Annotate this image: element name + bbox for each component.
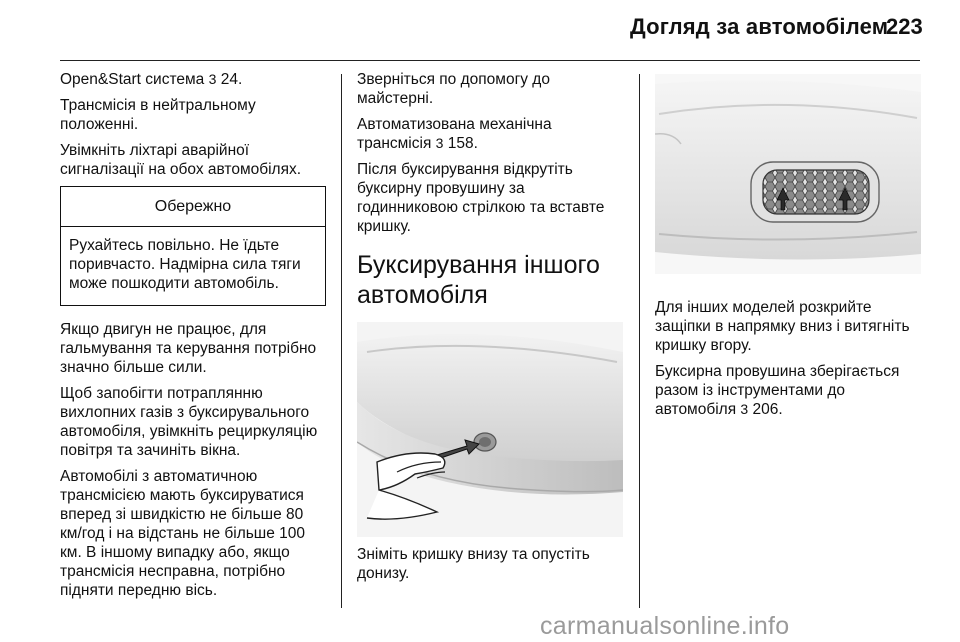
page-number: 223 [886, 14, 923, 39]
column-divider-1 [341, 74, 342, 608]
paragraph: Автомобілі з автоматичною трансмісією мають буксируватися вперед зі швидкістю не більше 80 км/год і на відстань не більше 100 км. В іншому випадку або, якщо трансмісія несправна, потрібно підняти передню вісь. [60, 468, 306, 599]
section-heading: Буксирування іншого автомобіля [357, 251, 600, 309]
column-3 [655, 70, 921, 426]
watermark: carmanualsonline.info [540, 612, 790, 640]
tow-cover-illustration [357, 322, 623, 537]
paragraph: Зверніться по допомогу до майстерні. [357, 71, 550, 107]
page-ref-icon: 3 [740, 401, 749, 417]
header-divider [60, 60, 920, 61]
paragraph: Буксирна провушина зберігається разом із інструментами до автомобіля 3 206. [655, 363, 900, 418]
paragraph: Якщо двигун не працює, для гальмування та керування потрібно значно більше сили. [60, 321, 317, 376]
paragraph: Трансмісія в нейтральному положенні. [60, 97, 256, 133]
column-divider-2 [639, 74, 640, 608]
paragraph: Для інших моделей розкрийте защіпки в напрямку вниз і витягніть кришку вгору. [655, 299, 910, 354]
paragraph: Open&Start система 3 24. [60, 71, 243, 88]
figure-caption: Зніміть кришку внизу та опустіть донизу. [357, 546, 590, 582]
paragraph: Увімкніть ліхтарі аварійної сигналізації на обох автомобілях. [60, 142, 302, 178]
warning-text: Рухайтесь повільно. Не їдьте поривчасто. Надмірна сила тяги може пошкодити автомобіль. [69, 237, 301, 292]
tow-cover-clips-illustration [655, 74, 921, 274]
page-ref-icon: 3 [208, 71, 217, 87]
page-ref-icon: 3 [435, 135, 444, 151]
column-2 [357, 70, 625, 590]
paragraph: Автоматизована механічна трансмісія 3 158. [357, 116, 552, 152]
paragraph: Після буксирування відкрутіть буксирну провушину за годинниковою стрілкою та вставте кришку. [357, 161, 605, 235]
page-title: Догляд за автомобілем [630, 14, 889, 39]
paragraph: Щоб запобігти потраплянню вихлопних газів з буксирувального автомобіля, увімкніть рециркуляцію повітря та зачиніть вікна. [60, 385, 318, 459]
warning-box [60, 186, 326, 306]
column-1 [60, 70, 326, 607]
warning-title: Обережно [61, 187, 325, 227]
